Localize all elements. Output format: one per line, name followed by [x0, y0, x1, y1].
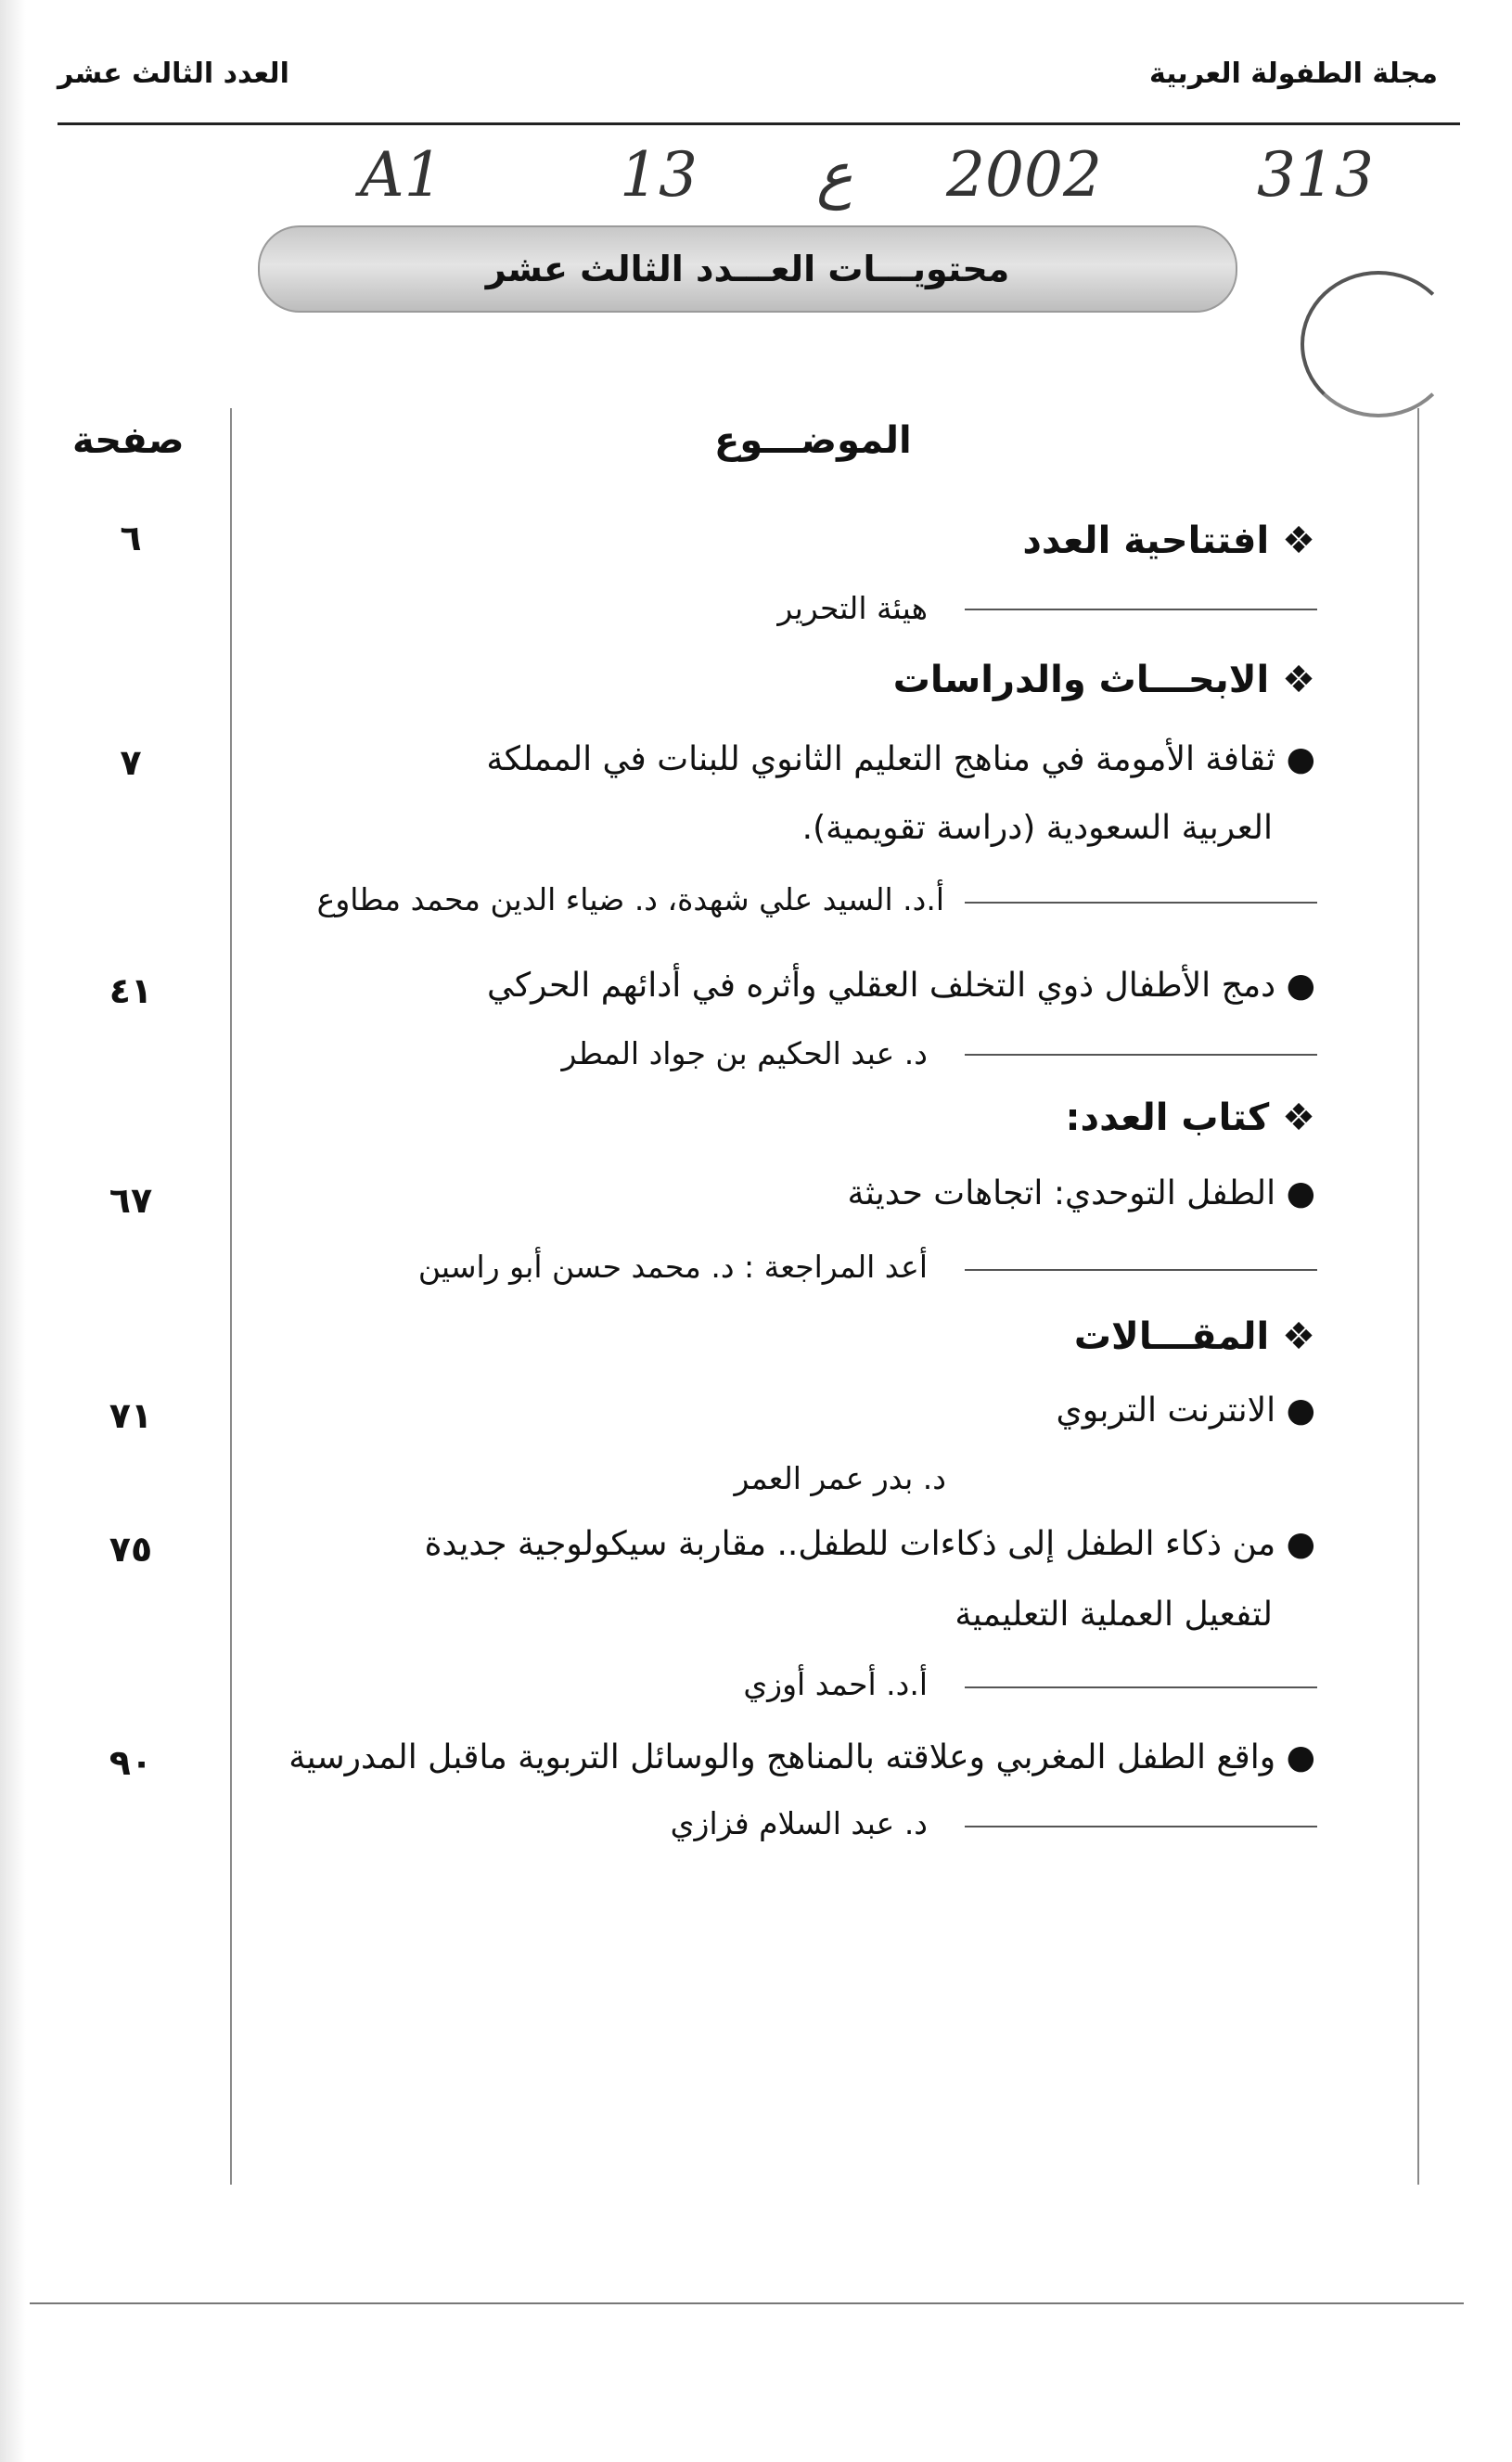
author-autism: أعد المراجعة : د. محمد حسن أبو راسين [417, 1249, 928, 1285]
handwritten-note-ain: ع [816, 139, 853, 211]
column-head-subject: الموضـــوع [714, 419, 912, 462]
footer-rule [30, 2302, 1464, 2304]
toc-item-motherhood-line2: العربية السعودية (دراسة تقويمية). [801, 809, 1273, 847]
contents-title-banner [258, 225, 1237, 313]
section-articles: ❖ المقـــالات [1073, 1315, 1315, 1358]
author-editorial: هيئة التحرير [777, 590, 928, 626]
author-leader-line [965, 609, 1317, 610]
author-internet: د. بدر عمر العمر [734, 1460, 946, 1496]
page-number-moroccan-child: ٩٠ [109, 1742, 153, 1783]
handwritten-note-a1: A1 [360, 139, 443, 211]
toc-item-motherhood-line1: ● ثقافة الأمومة في مناهج التعليم الثانوي للبنات في المملكة [486, 740, 1315, 778]
library-stamp-mark [1301, 271, 1456, 417]
page-edge-shadow [0, 0, 26, 2462]
handwritten-note-13: 13 [620, 139, 698, 211]
page-number-internet: ٧١ [109, 1395, 153, 1436]
author-leader-line [965, 1054, 1317, 1056]
toc-item-inclusion: ● دمج الأطفال ذوي التخلف العقلي وأثره في أدائهم الحركي [487, 967, 1315, 1005]
author-leader-line [965, 902, 1317, 904]
page-number-inclusion: ٤١ [109, 970, 153, 1011]
section-editorial: ❖ افتتاحية العدد [1022, 519, 1315, 562]
author-leader-line [965, 1269, 1317, 1271]
toc-item-internet: ● الانترنت التربوي [1056, 1391, 1315, 1430]
header-rule [58, 122, 1460, 125]
toc-item-intelligences-line1: ● من ذكاء الطفل إلى ذكاءات للطفل.. مقاربة سيكولوجية جديدة [424, 1525, 1315, 1563]
author-leader-line [965, 1686, 1317, 1688]
running-header-issue: العدد الثالث عشر [58, 58, 289, 90]
author-inclusion: د. عبد الحكيم بن جواد المطر [561, 1035, 928, 1071]
page-number-editorial: ٦ [120, 518, 142, 558]
column-divider-left [230, 408, 232, 2185]
author-motherhood: أ.د. السيد علي شهدة، د. ضياء الدين محمد مطاوع [316, 881, 944, 917]
toc-item-intelligences-line2: لتفعيل العملية التعليمية [955, 1596, 1273, 1634]
page-number-autism: ٦٧ [109, 1180, 153, 1221]
running-header-journal: مجلة الطفولة العربية [1148, 58, 1438, 90]
author-moroccan-child: د. عبد السلام فزازي [670, 1805, 928, 1841]
column-divider-right [1417, 408, 1419, 2185]
page-number-motherhood: ٧ [120, 742, 142, 783]
page-number-intelligences: ٧٥ [109, 1529, 153, 1570]
section-book: ❖ كتاب العدد: [1065, 1096, 1315, 1139]
column-head-page: صفحة [72, 419, 185, 462]
author-intelligences: أ.د. أحمد أوزي [743, 1666, 928, 1702]
handwritten-note-year: 2002 [946, 139, 1102, 211]
author-leader-line [965, 1826, 1317, 1827]
toc-item-moroccan-child: ● واقع الطفل المغربي وعلاقته بالمناهج والوسائل التربوية ماقبل المدرسية [288, 1738, 1315, 1776]
section-research: ❖ الابحـــاث والدراسات [892, 659, 1315, 701]
toc-item-autism: ● الطفل التوحدي: اتجاهات حديثة [847, 1174, 1315, 1212]
contents-title: محتويـــات العـــدد الثالث عشر [485, 249, 1010, 289]
handwritten-note-313: 313 [1257, 139, 1374, 211]
